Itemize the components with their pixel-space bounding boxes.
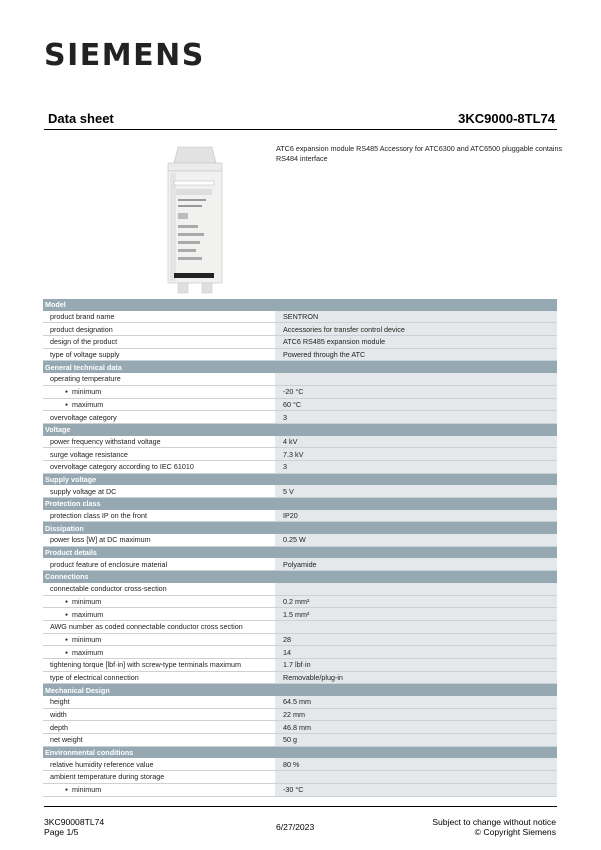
section-title: Connections <box>43 571 557 583</box>
spec-row <box>43 348 557 361</box>
spec-row <box>43 323 557 336</box>
spec-value: 28 <box>275 633 557 646</box>
footer-divider <box>44 806 557 807</box>
footer-copyright: © Copyright Siemens <box>474 827 556 837</box>
spec-value: 80 % <box>275 758 557 770</box>
section-title: Dissipation <box>43 522 557 534</box>
spec-row <box>43 311 557 323</box>
section-header <box>43 361 557 373</box>
spec-row <box>43 608 557 621</box>
spec-value: 64.5 mm <box>275 696 557 708</box>
spec-label: design of the product <box>43 336 275 349</box>
spec-label: overvoltage category <box>43 411 275 424</box>
spec-row <box>43 398 557 411</box>
section-title: Supply voltage <box>43 473 557 485</box>
spec-row <box>43 485 557 497</box>
spec-value: 1.5 mm² <box>275 608 557 621</box>
spec-value: 3 <box>275 411 557 424</box>
product-description: ATC6 expansion module RS485 Accessory for ATC6300 and ATC6500 pluggable contains RS484 interface <box>276 144 563 163</box>
footer-left <box>44 817 104 837</box>
spec-value: 46.8 mm <box>275 721 557 734</box>
spec-label: relative humidity reference value <box>43 758 275 770</box>
product-image <box>160 145 230 295</box>
spec-label: protection class IP on the front <box>43 510 275 522</box>
spec-value <box>275 583 557 595</box>
spec-label: connectable conductor cross-section <box>43 583 275 595</box>
spec-value: -30 °C <box>275 783 557 796</box>
spec-row <box>43 510 557 522</box>
spec-value: Polyamide <box>275 558 557 570</box>
spec-label: surge voltage resistance <box>43 448 275 461</box>
spec-value: 0.25 W <box>275 534 557 546</box>
spec-row <box>43 721 557 734</box>
spec-row <box>43 595 557 608</box>
spec-label: ● maximum <box>43 398 275 411</box>
section-title: Mechanical Design <box>43 684 557 696</box>
spec-label: supply voltage at DC <box>43 485 275 497</box>
spec-row <box>43 658 557 671</box>
doc-type-title: Data sheet <box>48 111 114 126</box>
section-title: Model <box>43 299 557 311</box>
spec-row <box>43 436 557 448</box>
spec-value: 4 kV <box>275 436 557 448</box>
spec-value: 60 °C <box>275 398 557 411</box>
spec-value: 14 <box>275 646 557 659</box>
spec-label: net weight <box>43 734 275 747</box>
spec-value: 5 V <box>275 485 557 497</box>
spec-label: product designation <box>43 323 275 336</box>
spec-label: overvoltage category according to IEC 61010 <box>43 460 275 473</box>
spec-row <box>43 734 557 747</box>
spec-label: height <box>43 696 275 708</box>
spec-label: AWG number as coded connectable conductor cross section <box>43 620 275 633</box>
spec-value: 22 mm <box>275 708 557 721</box>
spec-row <box>43 583 557 595</box>
spec-label: ● minimum <box>43 385 275 398</box>
spec-value: Powered through the ATC <box>275 348 557 361</box>
spec-table <box>43 298 557 797</box>
section-header <box>43 546 557 558</box>
footer-doc-id: 3KC90008TL74 <box>44 817 105 827</box>
section-title: Environmental conditions <box>43 746 557 758</box>
spec-label: product brand name <box>43 311 275 323</box>
spec-value: 3 <box>275 460 557 473</box>
spec-row <box>43 771 557 784</box>
spec-label: depth <box>43 721 275 734</box>
spec-row <box>43 373 557 385</box>
spec-row <box>43 336 557 349</box>
spec-label: ● maximum <box>43 608 275 621</box>
spec-row <box>43 448 557 461</box>
spec-row <box>43 696 557 708</box>
spec-row <box>43 708 557 721</box>
section-header <box>43 571 557 583</box>
spec-value: ATC6 RS485 expansion module <box>275 336 557 349</box>
section-header <box>43 684 557 696</box>
section-title: Voltage <box>43 423 557 435</box>
spec-row <box>43 385 557 398</box>
spec-value: Accessories for transfer control device <box>275 323 557 336</box>
siemens-logo: SIEMENS <box>44 38 205 73</box>
spec-row <box>43 633 557 646</box>
spec-label: operating temperature <box>43 373 275 385</box>
spec-value: Removable/plug-in <box>275 671 557 684</box>
section-header <box>43 299 557 311</box>
spec-label: ● minimum <box>43 783 275 796</box>
section-title: General technical data <box>43 361 557 373</box>
article-number: 3KC9000-8TL74 <box>458 111 555 126</box>
section-header <box>43 473 557 485</box>
spec-label: ● minimum <box>43 633 275 646</box>
section-header <box>43 423 557 435</box>
section-title: Protection class <box>43 498 557 510</box>
spec-label: width <box>43 708 275 721</box>
spec-value: 1.7 lbf·in <box>275 658 557 671</box>
spec-row <box>43 783 557 796</box>
spec-label: power loss [W] at DC maximum <box>43 534 275 546</box>
spec-label: ● minimum <box>43 595 275 608</box>
spec-label: tightening torque [lbf·in] with screw-type terminals maximum <box>43 658 275 671</box>
footer-date: 6/27/2023 <box>276 822 315 832</box>
spec-value: -20 °C <box>275 385 557 398</box>
section-header <box>43 498 557 510</box>
spec-label: power frequency withstand voltage <box>43 436 275 448</box>
spec-value: 50 g <box>275 734 557 747</box>
spec-label: type of electrical connection <box>43 671 275 684</box>
footer-right <box>432 817 556 837</box>
spec-row <box>43 646 557 659</box>
spec-value <box>275 620 557 633</box>
header-divider <box>44 129 557 130</box>
spec-value <box>275 771 557 784</box>
footer-notice: Subject to change without notice <box>432 817 556 827</box>
spec-row <box>43 534 557 546</box>
spec-label: ambient temperature during storage <box>43 771 275 784</box>
spec-row <box>43 411 557 424</box>
spec-label: type of voltage supply <box>43 348 275 361</box>
spec-row <box>43 671 557 684</box>
spec-row <box>43 620 557 633</box>
footer-page: Page 1/5 <box>44 827 79 837</box>
section-header <box>43 522 557 534</box>
spec-row <box>43 460 557 473</box>
spec-value: 7.3 kV <box>275 448 557 461</box>
section-title: Product details <box>43 546 557 558</box>
section-header <box>43 746 557 758</box>
spec-value: SENTRON <box>275 311 557 323</box>
spec-row <box>43 758 557 770</box>
spec-row <box>43 558 557 570</box>
spec-label: product feature of enclosure material <box>43 558 275 570</box>
spec-value: IP20 <box>275 510 557 522</box>
spec-value <box>275 373 557 385</box>
spec-value: 0.2 mm² <box>275 595 557 608</box>
spec-label: ● maximum <box>43 646 275 659</box>
